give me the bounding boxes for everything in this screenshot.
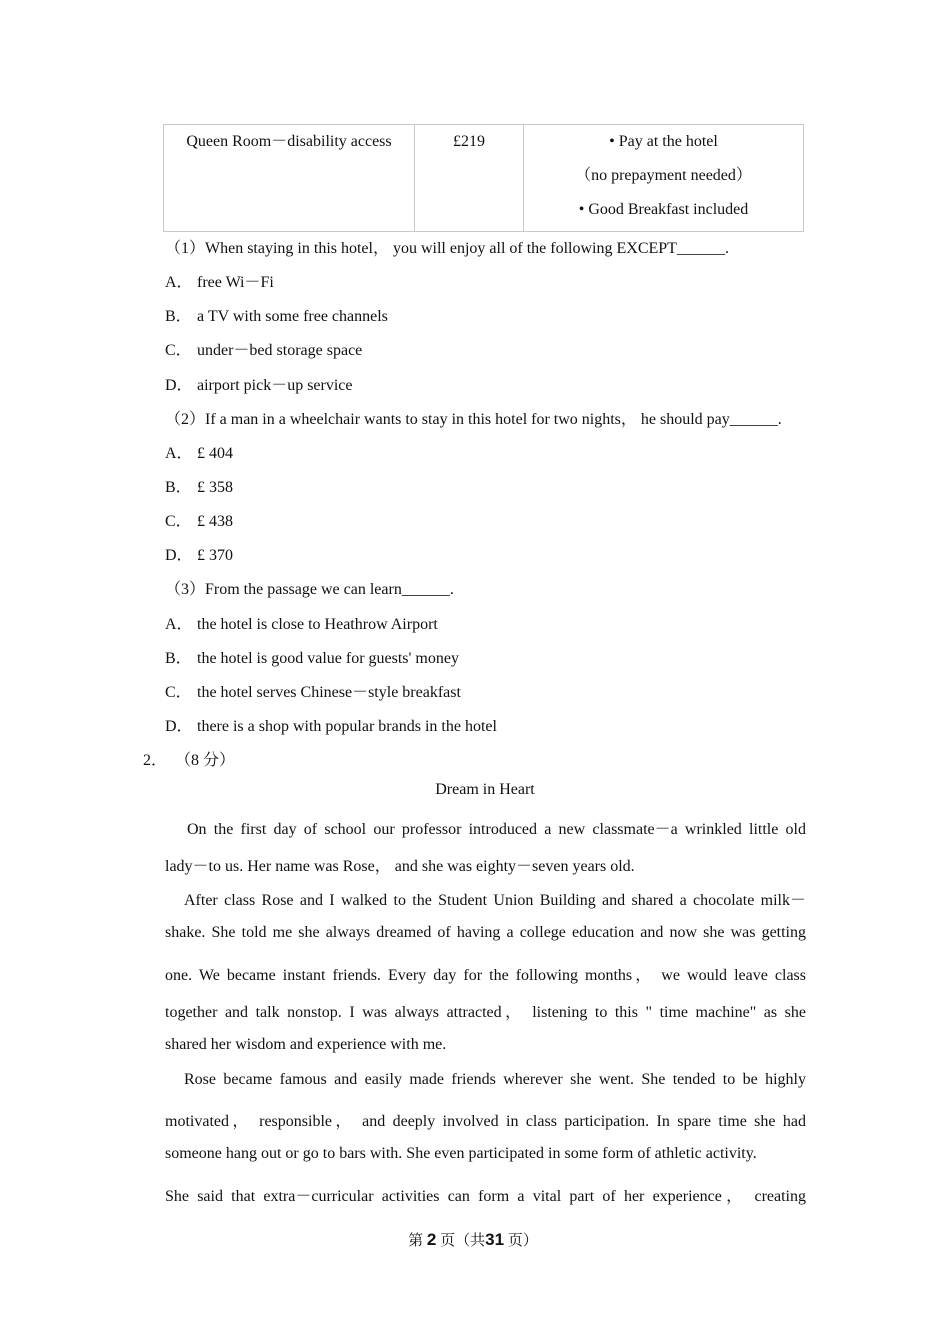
passage-title: Dream in Heart <box>435 781 535 798</box>
price-cell <box>415 125 524 232</box>
passage-line: motivated， responsible， and deeply involved in class participation. In spare time she had <box>165 1113 806 1130</box>
passage-line: lady－to us. Her name was Rose， and she was eighty－seven years old. <box>165 858 635 875</box>
question-2-stem: （2）If a man in a wheelchair wants to stay in this hotel for two nights， he should pay______. <box>165 411 782 428</box>
conditions-cell <box>524 125 804 232</box>
question-3-stem: （3）From the passage we can learn______. <box>165 581 454 598</box>
room-table <box>163 124 804 232</box>
passage-line: shared her wisdom and experience with me. <box>165 1036 447 1053</box>
question-2-option-b[interactable]: B． £ 358 <box>165 479 233 496</box>
passage-line: She said that extra－curricular activities can form a vital part of her experience， creating <box>165 1188 806 1205</box>
question-1-option-c[interactable]: C． under－bed storage space <box>165 342 363 359</box>
question-3-option-d[interactable]: D． there is a shop with popular brands in the hotel <box>165 718 497 735</box>
passage-line: shake. She told me she always dreamed of having a college education and now she was getting <box>165 924 806 941</box>
page-footer: 第 2 页（共31 页） <box>408 1230 538 1249</box>
passage-line: someone hang out or go to bars with. She even participated in some form of athletic activity. <box>165 1145 757 1162</box>
room-type: Queen Room－disability access <box>186 133 392 150</box>
room-price: £219 <box>453 133 485 150</box>
question-2-option-c[interactable]: C． £ 438 <box>165 513 233 530</box>
question-3-option-b[interactable]: B． the hotel is good value for guests' money <box>165 650 459 667</box>
question-2-option-a[interactable]: A． £ 404 <box>165 445 233 462</box>
question-1-stem: （1）When staying in this hotel， you will enjoy all of the following EXCEPT______. <box>165 240 729 257</box>
room-type-cell <box>164 125 415 232</box>
condition-no-prepayment: （no prepayment needed） <box>575 167 752 184</box>
passage-line: On the first day of school our professor introduced a new classmate－a wrinkled little old <box>187 821 806 838</box>
question-3-option-a[interactable]: A． the hotel is close to Heathrow Airport <box>165 616 438 633</box>
passage-line: together and talk nonstop. I was always attracted， listening to this " time machine" as she <box>165 1004 806 1021</box>
question-1-option-b[interactable]: B． a TV with some free channels <box>165 308 388 325</box>
question-3-option-c[interactable]: C． the hotel serves Chinese－style breakfast <box>165 684 461 701</box>
section-points: （8 分） <box>175 752 236 769</box>
question-1-option-a[interactable]: A． free Wi－Fi <box>165 274 274 291</box>
current-page-number: 2 <box>426 1230 437 1249</box>
question-2-option-d[interactable]: D． £ 370 <box>165 547 233 564</box>
section-2-header <box>143 747 235 770</box>
table-row <box>164 125 804 232</box>
passage-line: Rose became famous and easily made friends wherever she went. She tended to be highly <box>184 1071 806 1088</box>
passage-line: After class Rose and I walked to the Student Union Building and shared a chocolate milk－ <box>184 892 806 909</box>
condition-breakfast: • Good Breakfast included <box>578 201 749 218</box>
passage-line: one. We became instant friends. Every day for the following months， we would leave class <box>165 967 806 984</box>
section-number: 2． <box>143 752 168 769</box>
question-1-option-d[interactable]: D． airport pick－up service <box>165 377 353 394</box>
condition-pay-at-hotel: • Pay at the hotel <box>609 133 718 150</box>
total-page-number: 31 <box>485 1230 505 1249</box>
